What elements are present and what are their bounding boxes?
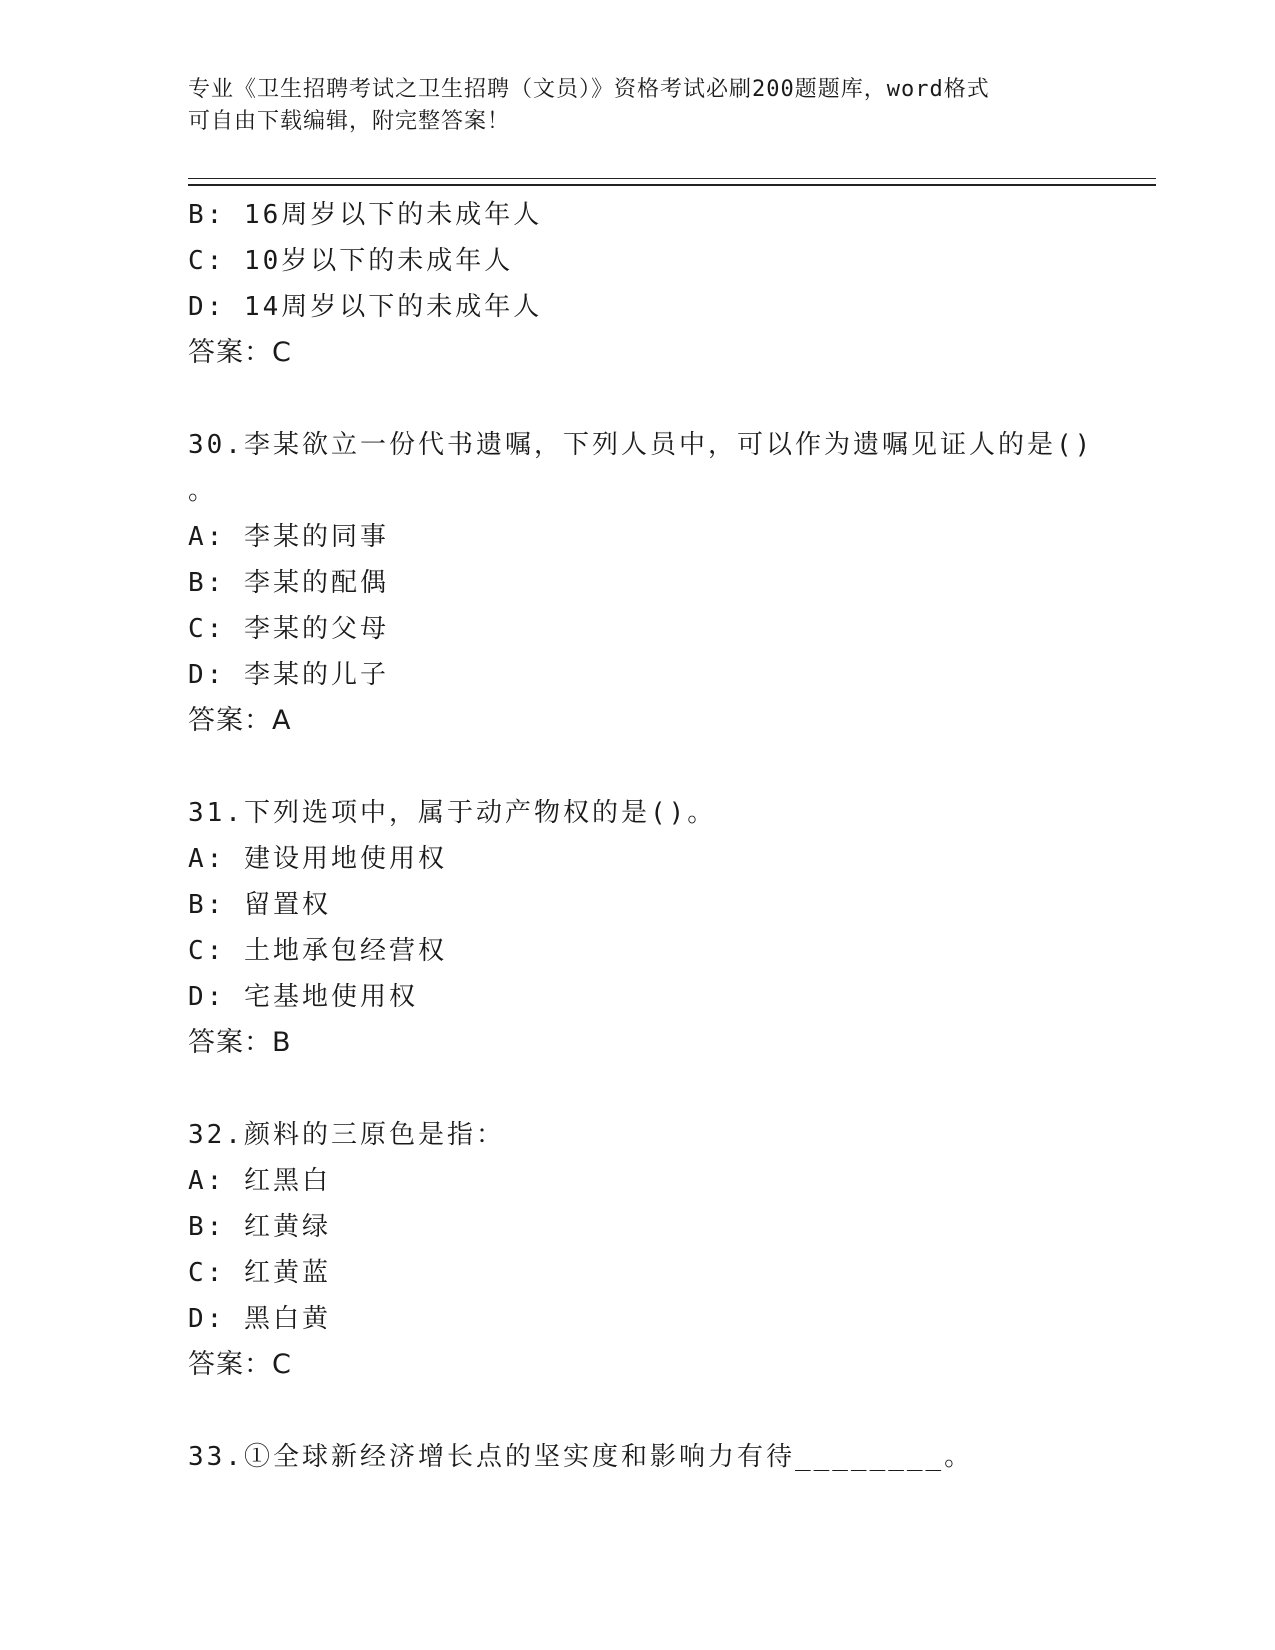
option-a: A: 红黑白 xyxy=(188,1166,331,1196)
option-b: B: 留置权 xyxy=(188,890,331,920)
option-c: C: 土地承包经营权 xyxy=(188,936,447,966)
option-c: C: 红黄蓝 xyxy=(188,1258,331,1288)
question-list xyxy=(188,192,1094,1480)
answer: 答案：A xyxy=(188,705,292,736)
option-a: A: 建设用地使用权 xyxy=(188,844,447,874)
question-33 xyxy=(188,1434,1088,1480)
header-divider xyxy=(188,178,1156,186)
answer: 答案：C xyxy=(188,337,292,368)
question-stem: 31.下列选项中，属于动产物权的是()。 xyxy=(188,798,717,828)
question-stem-cont: 。 xyxy=(188,476,218,506)
header-line-1: 专业《卫生招聘考试之卫生招聘（文员）》资格考试必刷200题题库，word格式 xyxy=(188,77,990,102)
header-line-2: 可自由下载编辑，附完整答案！ xyxy=(188,109,511,134)
option-b: B: 李某的配偶 xyxy=(188,568,389,598)
option-d: D: 李某的儿子 xyxy=(188,660,389,690)
option-b: B: 红黄绿 xyxy=(188,1212,331,1242)
option-d: D: 宅基地使用权 xyxy=(188,982,418,1012)
document-header xyxy=(188,74,1068,138)
question-30 xyxy=(188,422,1094,744)
question-31 xyxy=(188,790,1088,1066)
option-a: A: 李某的同事 xyxy=(188,522,389,552)
option-d: D: 14周岁以下的未成年人 xyxy=(188,292,543,322)
question-stem: 32.颜料的三原色是指： xyxy=(188,1120,505,1150)
option-b: B: 16周岁以下的未成年人 xyxy=(188,200,543,230)
question-stem: 30.李某欲立一份代书遗嘱，下列人员中，可以作为遗嘱见证人的是() xyxy=(188,430,1094,460)
option-d: D: 黑白黄 xyxy=(188,1304,331,1334)
option-c: C: 10岁以下的未成年人 xyxy=(188,246,514,276)
answer: 答案：C xyxy=(188,1349,292,1380)
question-continued xyxy=(188,192,1088,376)
answer: 答案：B xyxy=(188,1027,292,1058)
question-stem: 33.①全球新经济增长点的坚实度和影响力有待________。 xyxy=(188,1442,974,1472)
option-c: C: 李某的父母 xyxy=(188,614,389,644)
question-32 xyxy=(188,1112,1088,1388)
